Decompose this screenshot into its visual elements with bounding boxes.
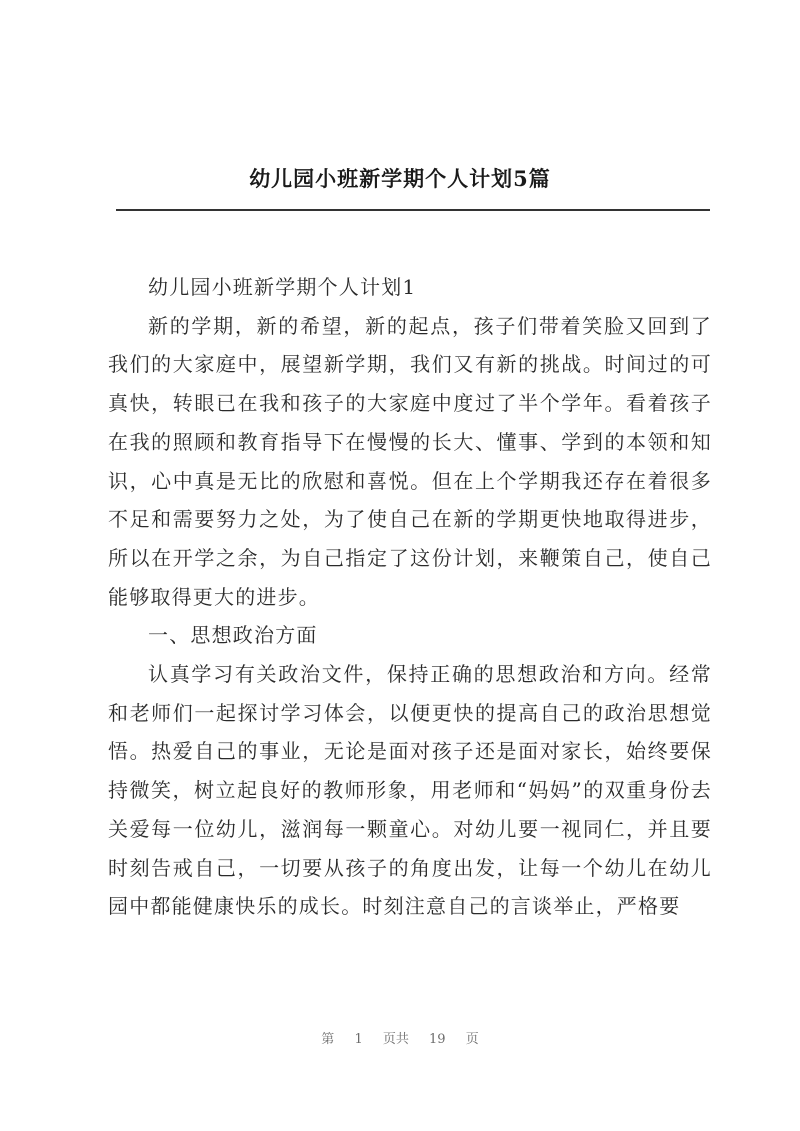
body-paragraph: 认真学习有关政治文件，保持正确的思想政治和方向。经常和老师们一起探讨学习体会，以便更快的提高自己的政治思想觉悟。热爱自己的事业，无论是面对孩子还是面对家长，始终要保持微笑，树立起良好的教师形象，用老师和“妈妈”的双重身份去关爱每一位幼儿，滋润每一颗童心。对幼儿要一视同仁，并且要时刻告戒自己，一切要从孩子的角度出发，让每一个幼儿在幼儿园中都能健康快乐的成长。时刻注意自己的言谈举止，严格要 <box>108 662 712 919</box>
section-heading: 一、思想政治方面 <box>148 623 318 648</box>
section-heading: 幼儿园小班新学期个人计划1 <box>148 275 417 299</box>
title-divider <box>116 209 710 211</box>
page-footer <box>0 1030 800 1050</box>
footer-middle: 页共 <box>382 1032 409 1047</box>
footer-current-page: 1 <box>354 1032 363 1047</box>
document-title: 幼儿园小班新学期个人计划5篇 <box>249 166 551 191</box>
footer-suffix: 页 <box>465 1032 479 1047</box>
document-body <box>108 268 712 926</box>
footer-prefix: 第 <box>321 1032 335 1047</box>
body-paragraph: 新的学期，新的希望，新的起点，孩子们带着笑脸又回到了我们的大家庭中，展望新学期，我们又有新的挑战。时间过的可真快，转眼已在我和孩子的大家庭中度过了半个学年。看着孩子在我的照顾和教育指导下在慢慢的长大、懂事、学到的本领和知识，心中真是无比的欣慰和喜悦。但在上个学期我还存在着很多不足和需要努力之处，为了使自己在新的学期更快地取得进步，所以在开学之余，为自己指定了这份计划，来鞭策自己，使自己能够取得更大的进步。 <box>108 313 712 609</box>
footer-total-pages: 19 <box>429 1032 446 1047</box>
